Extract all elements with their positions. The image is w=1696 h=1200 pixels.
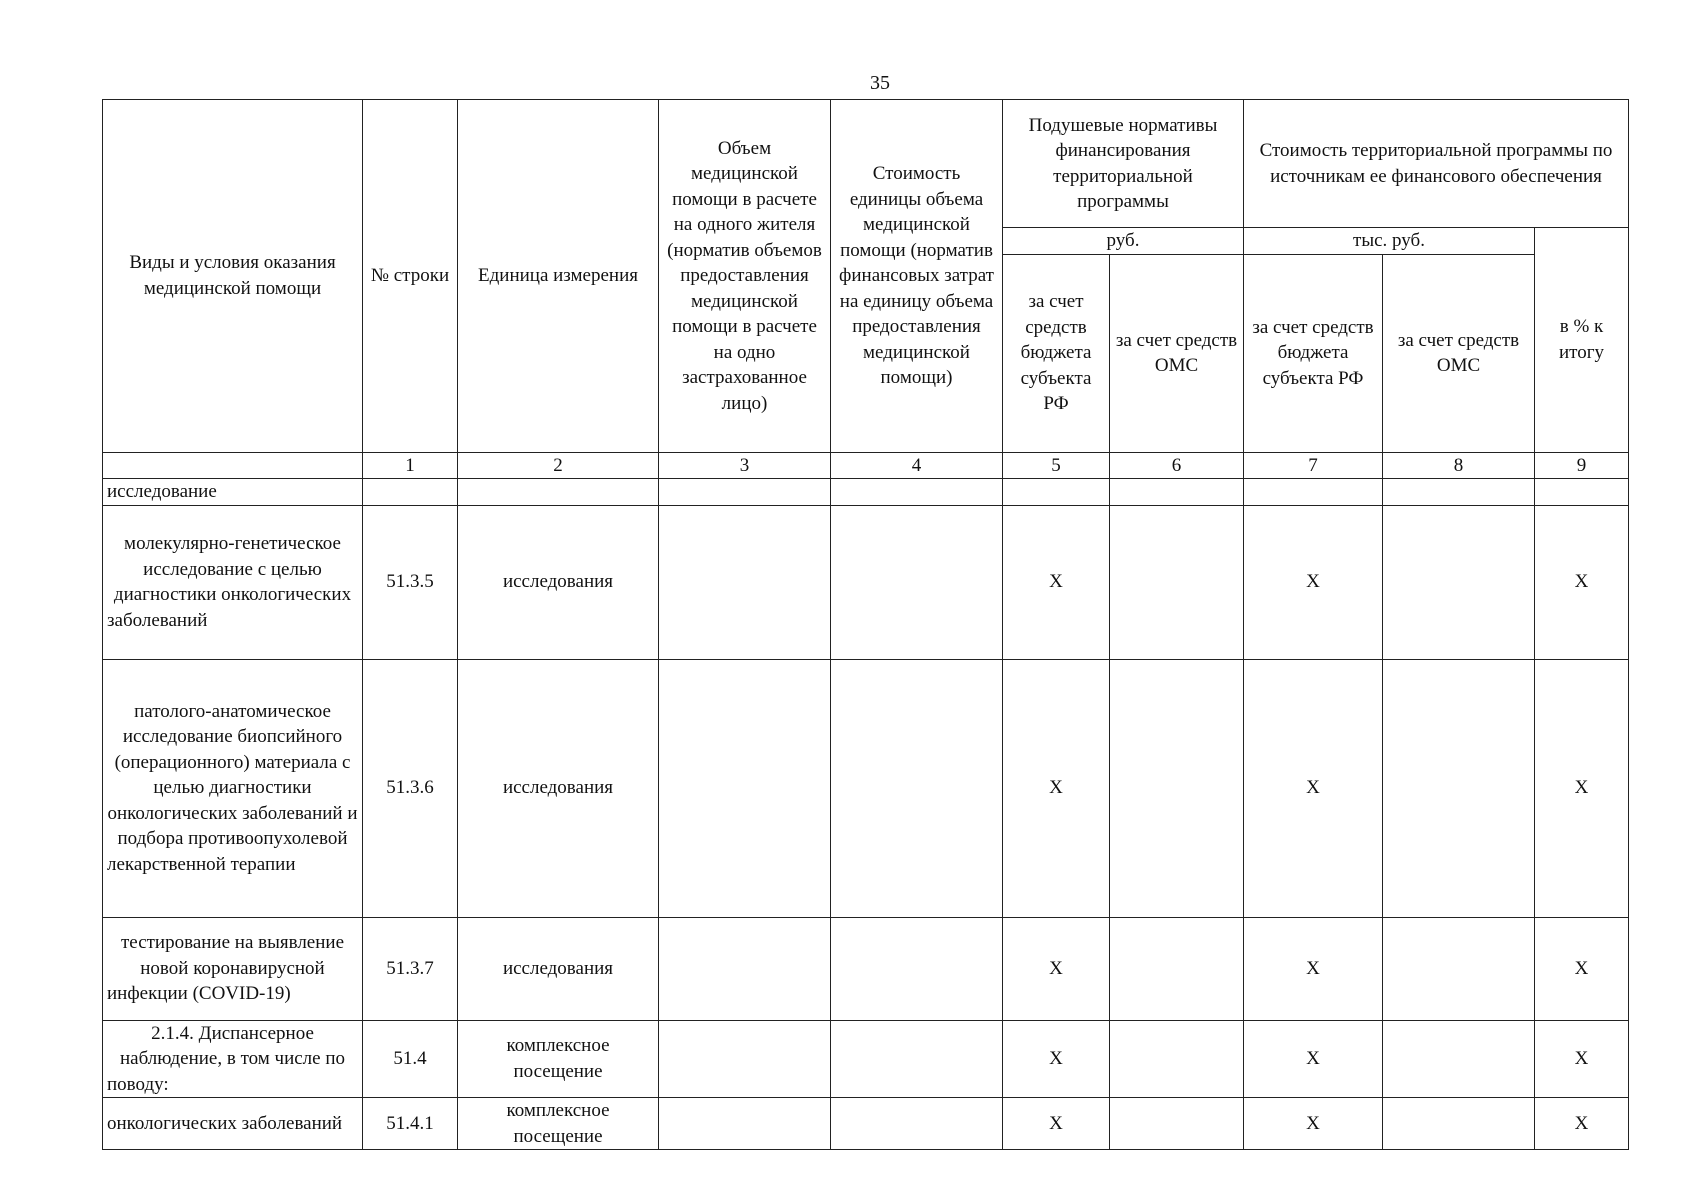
cell-budget-1 <box>1003 479 1110 506</box>
row-code <box>363 479 458 506</box>
cell-oms-1 <box>1110 917 1244 1020</box>
header-unit-thousand-rub: тыс. руб. <box>1244 228 1535 255</box>
cell-oms-1 <box>1110 1098 1244 1150</box>
cell-oms-2 <box>1383 917 1535 1020</box>
row-code: 51.3.7 <box>363 917 458 1020</box>
column-number <box>103 452 363 479</box>
cell-budget-2: X <box>1244 1020 1383 1098</box>
header-total: Стоимость территориальной программы по источникам ее финансового обеспечения <box>1244 100 1629 228</box>
row-name: тестирование на выявление новой коронавирусной инфекции (COVID-19) <box>103 917 363 1020</box>
header-budget-1: за счет средств бюджета субъекта РФ <box>1003 254 1110 452</box>
column-number: 2 <box>458 452 659 479</box>
column-number: 6 <box>1110 452 1244 479</box>
cell-budget-1: X <box>1003 1020 1110 1098</box>
cell-cost <box>831 1020 1003 1098</box>
cell-cost <box>831 505 1003 659</box>
cell-percent <box>1535 479 1629 506</box>
column-number: 1 <box>363 452 458 479</box>
cell-cost <box>831 479 1003 506</box>
column-number: 5 <box>1003 452 1110 479</box>
cell-budget-2: X <box>1244 659 1383 917</box>
header-per-capita: Подушевые нормативы финансирования территориальной программы <box>1003 100 1244 228</box>
cell-volume <box>659 917 831 1020</box>
cell-oms-1 <box>1110 505 1244 659</box>
cell-budget-2: X <box>1244 505 1383 659</box>
cell-cost <box>831 917 1003 1020</box>
table-row <box>103 1098 1629 1150</box>
row-name: молекулярно-генетическое исследование с целью диагностики онкологических заболеваний <box>103 505 363 659</box>
cell-percent: X <box>1535 1098 1629 1150</box>
header-oms-2: за счет средств ОМС <box>1383 254 1535 452</box>
row-code: 51.3.5 <box>363 505 458 659</box>
cell-oms-2 <box>1383 1098 1535 1150</box>
row-unit: исследования <box>458 659 659 917</box>
column-numbers-row <box>103 452 1629 479</box>
cell-budget-2: X <box>1244 1098 1383 1150</box>
row-name: патолого-анатомическое исследование биопсийного (операционного) материала с целью диагностики онкологических заболеваний и подбора противоопухолевой лекарственной терапии <box>103 659 363 917</box>
cell-percent: X <box>1535 917 1629 1020</box>
cell-budget-1: X <box>1003 917 1110 1020</box>
column-number: 9 <box>1535 452 1629 479</box>
header-budget-2: за счет средств бюджета субъекта РФ <box>1244 254 1383 452</box>
cell-oms-2 <box>1383 1020 1535 1098</box>
row-code: 51.3.6 <box>363 659 458 917</box>
cell-budget-1: X <box>1003 659 1110 917</box>
row-unit: исследования <box>458 917 659 1020</box>
cell-budget-2: X <box>1244 917 1383 1020</box>
cell-oms-1 <box>1110 1020 1244 1098</box>
table-row <box>103 1020 1629 1098</box>
cell-percent: X <box>1535 505 1629 659</box>
cell-cost <box>831 1098 1003 1150</box>
row-unit <box>458 479 659 506</box>
row-code: 51.4 <box>363 1020 458 1098</box>
cell-budget-1: X <box>1003 505 1110 659</box>
cell-percent: X <box>1535 1020 1629 1098</box>
cell-budget-1: X <box>1003 1098 1110 1150</box>
header-unit-rub: руб. <box>1003 228 1244 255</box>
header-cost: Стоимость единицы объема медицинской помощи (норматив финансовых затрат на единицу объема предоставления медицинской помощи) <box>831 100 1003 453</box>
table-row <box>103 917 1629 1020</box>
row-name: онкологических заболеваний <box>103 1098 363 1150</box>
row-unit: комплексное посещение <box>458 1098 659 1150</box>
cell-volume <box>659 659 831 917</box>
cell-oms-2 <box>1383 479 1535 506</box>
page-number: 35 <box>870 72 890 94</box>
cell-budget-2 <box>1244 479 1383 506</box>
cell-oms-1 <box>1110 479 1244 506</box>
data-table <box>102 99 1629 1150</box>
row-name: 2.1.4. Диспансерное наблюдение, в том числе по поводу: <box>103 1020 363 1098</box>
column-number: 4 <box>831 452 1003 479</box>
row-code: 51.4.1 <box>363 1098 458 1150</box>
row-unit: исследования <box>458 505 659 659</box>
cell-volume <box>659 505 831 659</box>
cell-volume <box>659 479 831 506</box>
table-row <box>103 505 1629 659</box>
table-row <box>103 479 1629 506</box>
row-name: исследование <box>103 479 363 506</box>
header-kind: Виды и условия оказания медицинской помощи <box>103 100 363 453</box>
cell-oms-2 <box>1383 659 1535 917</box>
column-number: 8 <box>1383 452 1535 479</box>
table-row <box>103 659 1629 917</box>
column-number: 3 <box>659 452 831 479</box>
cell-percent: X <box>1535 659 1629 917</box>
cell-cost <box>831 659 1003 917</box>
header-unit: Единица измерения <box>458 100 659 453</box>
header-volume: Объем медицинской помощи в расчете на одного жителя (норматив объемов предоставления медицинской помощи в расчете на одно застрахованное лицо) <box>659 100 831 453</box>
cell-volume <box>659 1098 831 1150</box>
row-unit: комплексное посещение <box>458 1020 659 1098</box>
header-percent: в % к итогу <box>1535 228 1629 453</box>
cell-oms-1 <box>1110 659 1244 917</box>
cell-oms-2 <box>1383 505 1535 659</box>
column-number: 7 <box>1244 452 1383 479</box>
header-oms-1: за счет средств ОМС <box>1110 254 1244 452</box>
header-row-no: № строки <box>363 100 458 453</box>
cell-volume <box>659 1020 831 1098</box>
